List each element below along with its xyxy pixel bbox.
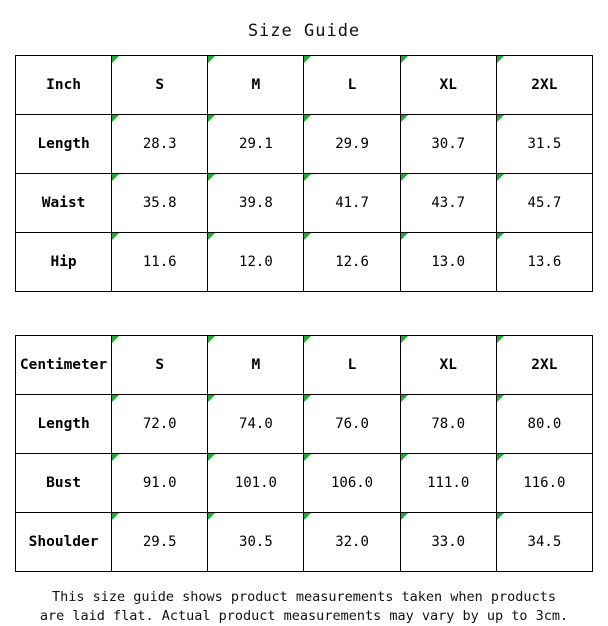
cell-waist-2xl: 45.7 (496, 174, 592, 233)
unit-label-centimeter: Centimeter (16, 336, 112, 395)
table-row (16, 174, 593, 233)
cell-waist-xl: 43.7 (400, 174, 496, 233)
cell-shoulder-m: 30.5 (208, 513, 304, 572)
cell-bust-m: 101.0 (208, 454, 304, 513)
column-header-xl: XL (400, 336, 496, 395)
table-row (16, 115, 593, 174)
column-header-m: M (208, 56, 304, 115)
cell-waist-m: 39.8 (208, 174, 304, 233)
cell-shoulder-s: 29.5 (112, 513, 208, 572)
column-header-xl: XL (400, 56, 496, 115)
column-header-l: L (304, 336, 400, 395)
table-header-row (16, 336, 593, 395)
cell-length-m: 29.1 (208, 115, 304, 174)
cell-hip-s: 11.6 (112, 233, 208, 292)
unit-label-inch: Inch (16, 56, 112, 115)
cell-waist-l: 41.7 (304, 174, 400, 233)
footer-line-2: are laid flat. Actual product measurements may vary by up to 3cm. (39, 608, 569, 624)
table-row (16, 233, 593, 292)
column-header-l: L (304, 56, 400, 115)
row-label-waist: Waist (16, 174, 112, 233)
cell-bust-2xl: 116.0 (496, 454, 592, 513)
cell-bust-s: 91.0 (112, 454, 208, 513)
cell-length-s: 28.3 (112, 115, 208, 174)
row-label-bust: Bust (16, 454, 112, 513)
cell-length-2xl: 31.5 (496, 115, 592, 174)
table-row (16, 513, 593, 572)
inch-size-table (15, 55, 593, 292)
table-header-row (16, 56, 593, 115)
cell-shoulder-xl: 33.0 (400, 513, 496, 572)
row-label-hip: Hip (16, 233, 112, 292)
column-header-2xl: 2XL (496, 56, 592, 115)
column-header-s: S (112, 336, 208, 395)
column-header-2xl: 2XL (496, 336, 592, 395)
column-header-m: M (208, 336, 304, 395)
cell-length-2xl: 80.0 (496, 395, 592, 454)
row-label-length: Length (16, 115, 112, 174)
table-separator (0, 292, 608, 335)
cell-hip-m: 12.0 (208, 233, 304, 292)
cell-length-m: 74.0 (208, 395, 304, 454)
cell-bust-xl: 111.0 (400, 454, 496, 513)
cell-length-l: 29.9 (304, 115, 400, 174)
row-label-length: Length (16, 395, 112, 454)
cell-hip-2xl: 13.6 (496, 233, 592, 292)
table-row (16, 454, 593, 513)
footer-line-1: This size guide shows product measurements taken when products (52, 589, 556, 605)
cell-length-s: 72.0 (112, 395, 208, 454)
centimeter-size-table (15, 335, 593, 572)
row-label-shoulder: Shoulder (16, 513, 112, 572)
cell-hip-xl: 13.0 (400, 233, 496, 292)
cell-hip-l: 12.6 (304, 233, 400, 292)
column-header-s: S (112, 56, 208, 115)
cell-shoulder-2xl: 34.5 (496, 513, 592, 572)
cell-length-xl: 78.0 (400, 395, 496, 454)
page-title: Size Guide (247, 21, 361, 41)
cell-waist-s: 35.8 (112, 174, 208, 233)
cell-length-l: 76.0 (304, 395, 400, 454)
table-row (16, 395, 593, 454)
cell-shoulder-l: 32.0 (304, 513, 400, 572)
cell-bust-l: 106.0 (304, 454, 400, 513)
cell-length-xl: 30.7 (400, 115, 496, 174)
